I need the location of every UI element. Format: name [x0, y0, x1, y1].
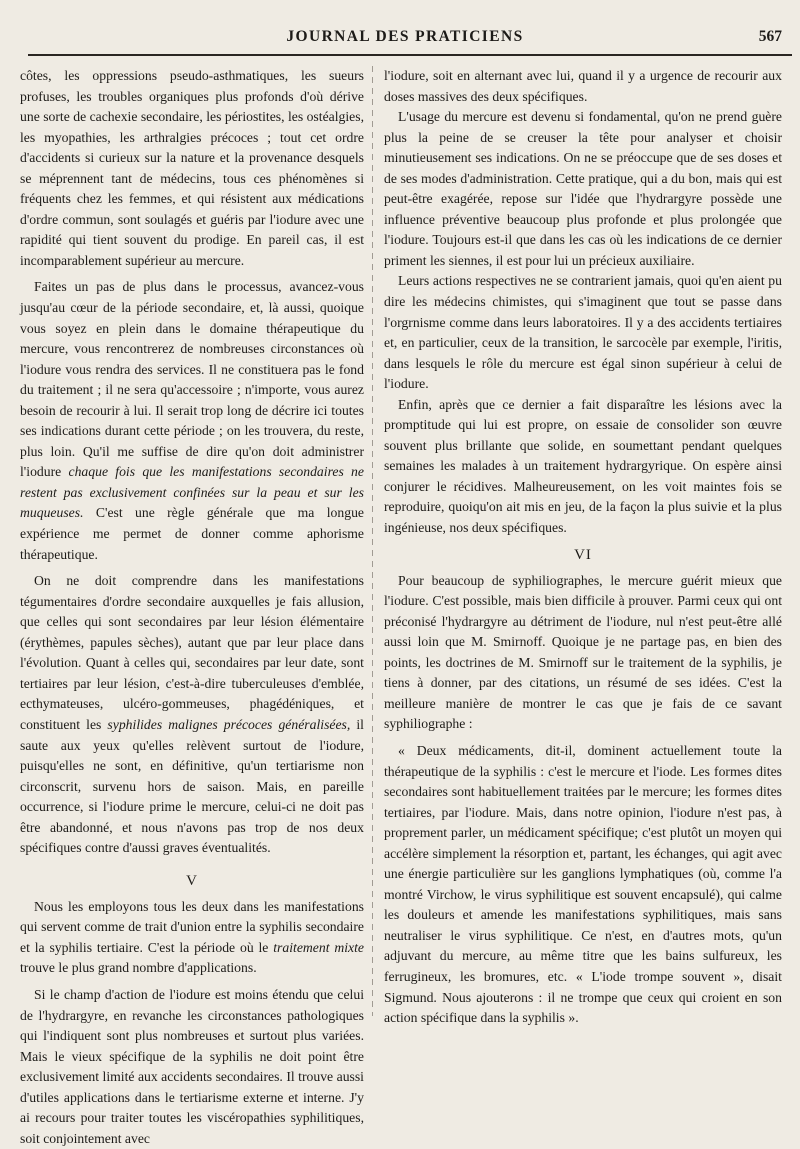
- paragraph: Enfin, après que ce dernier a fait disparaître les lésions avec la promptitude qui lui est propre, on essaie de consolider son œuvre souvent plus brillante que solide, en soumettant pendant quelques semaines les malades à un traitement hydrargyrique. On espère ainsi conjurer le récidives. Malheureusement, on les voit maintes fois se reproduire, quoiqu'on ait mis en jeu, de la façon la plus suivie et la plus ingénieuse, nos deux spécifiques.: [384, 396, 782, 536]
- text-run: Faites un pas de plus dans le processus, avancez-vous jusqu'au cœur de la période secondaire, et, là aussi, quoique vous soyez en plein dans le domaine thérapeutique du mercure, vous rencontrerez de nombreuses circonstances où l'iodure vous rendra des services. Il ne constituera pas le fond du traitement ; il ne sera qu'accessoire ; n'importe, vous aurez besoin de recourir à lui. Il serait trop long de décrire ici toutes ses indications durant cette période ; on les trouvera, du reste, plus loin. Qu'il me suffise de dire qu'on doit administrer l'iodure: [20, 279, 364, 480]
- paragraph: [20, 571, 364, 859]
- section-heading-vi: VI: [574, 546, 592, 563]
- text-run: C'est une règle générale que ma longue expérience me permet de donner comme aphorisme thérapeutique.: [20, 505, 364, 562]
- italic-run: syphilides malignes précoces généralisées,: [107, 716, 351, 732]
- paragraph: [20, 277, 364, 565]
- running-header: [20, 28, 790, 50]
- left-column: [20, 66, 364, 1149]
- text-run: Nous les employons tous les deux dans les manifestations qui servent comme de trait d'union entre la syphilis secondaire et la syphilis tertiaire. C'est la période où le: [20, 898, 364, 955]
- paragraph: Si le champ d'action de l'iodure est moins étendu que celui de l'hydrargyre, en revanche les circonstances pathologiques qui l'indiquent sont plus nombreuses et surtout plus variées. Mais le vieux spécifique de la syphilis ne doit point être exclusivement limité aux accidents secondaires. Il trouve aussi d'utiles applications dans le tertiarisme externe et interne. J'y ai recours pour traiter toutes les viscéropathies syphilitiques, soit conjointement avec: [20, 986, 364, 1146]
- italic-run: chaque fois que les manifestations secondaires ne restent pas exclusivement confinées sur la peau et sur les muqueuses.: [20, 464, 364, 521]
- italic-run: traitement mixte: [273, 939, 364, 955]
- text-run: trouve le plus grand nombre d'applications.: [20, 960, 257, 976]
- paragraph: côtes, les oppressions pseudo-asthmatiques, les sueurs profuses, les troubles organiques plus profonds d'où dérive une sorte de cachexie secondaire, les périostites, les ostéalgies, les myopathies, les arthralgies précoces ; tout cet ordre d'accidents si curieux sur la nature et la provenance desquels se méprennent tant de médecins, tous ces phénomènes si fréquents chez les femmes, et qui résistent aux médications d'ordre commun, sont soulagés et guéris par l'iodure avec une rapidité qui tient souvent du prodige. En pareil cas, il est incomparablement supérieur au mercure.: [20, 68, 364, 268]
- right-column: [384, 66, 782, 1029]
- paragraph: L'usage du mercure est devenu si fondamental, qu'on ne prend guère plus la peine de se creuser la tête pour analyser et choisir minutieusement ses indications. On ne se préoccupe que de ses doses et de ses modes d'administration. Cette pratique, qui a du bon, mais qui est peut-être exagérée, repose sur l'idée que l'hydrargyre possède une influence préventive beaucoup plus profonde et plus prolongée que l'iodure. Toujours est-il que dans les cas où les indications de ce dernier priment les siennes, il est pour lui un précieux auxiliaire.: [384, 109, 782, 268]
- paragraph: Leurs actions respectives ne se contrarient jamais, quoi qu'en aient pu dire les médecins chimistes, qui s'imaginent que tout se passe dans l'orgrnisme comme dans leurs laboratoires. Il y a des accidents tertiaires et, en particulier, ceux de la transition, le sarcocèle par exemple, l'iritis, dans lesquels le rôle du mercure est égal sinon supérieur à celui de l'iodure.: [384, 273, 782, 392]
- text-run: il saute aux yeux qu'elles relèvent surtout de l'iodure, puisqu'elles ne sont, en définitive, qu'un tertiarisme non circonscrit, survenu hors de saison. Mais, en pareille occurrence, si l'iodure prime le mercure, celui-ci ne doit pas être abandonné, et nous n'avons pas trop de nos deux spécifiques contre d'aussi graves éventualités.: [20, 716, 364, 856]
- journal-title: JOURNAL DES PRATICIENS: [286, 28, 524, 45]
- quotation-paragraph: « Deux médicaments, dit-il, dominent actuellement toute la thérapeutique de la syphilis : c'est le mercure et l'iode. Les formes dites secondaires sont habituellement traitées par le mercure; les formes dites tertiaires, par l'iodure. Mais, dans notre opinion, l'iodure n'est pas, à proprement parler, un médicament spécifique; c'est plutôt un moyen qui accélère simplement la résorption et, partant, les échanges, qui agit avec une énergie particulière sur les ganglions lymphatiques (où, comme l'a montré Virchow, le virus syphilitique est souvent encapsulé), qui calme les douleurs et amende les manifestations syphilitiques, mais sans neutraliser le virus syphilitique. Ce n'est, en d'autres mots, qu'un adjuvant du mercure, au même titre que les bains sulfureux, les ferrugineux, les bromures, etc. « L'iode trompe souvent », disait Sigmund. Nous ajouterons : il ne trompe que ceux qui croient en son action spécifique dans la syphilis ».: [384, 742, 782, 1026]
- paragraph: Pour beaucoup de syphiliographes, le mercure guérit mieux que l'iodure. C'est possible, mais bien difficile à prouver. Parmi ceux qui ont préconisé l'hydrargyre au détriment de l'iodure, nul n'est peut-être allé aussi loin que M. Smirnoff. Quoique je ne partage pas, en bien des points, les doctrines de M. Smirnoff sur le traitement de la syphilis, je tiens à donner, par des citations, un résumé de ses idées. C'est la meilleure manière de montrer le cas que je fais de ce savant syphiliographe :: [384, 572, 782, 732]
- text-run: On ne doit comprendre dans les manifestations tégumentaires d'ordre secondaire auxquelles je fais allusion, que celles qui sont secondaires par leur lésion élémentaire (érythèmes, papules sèches), autant que par leur place dans l'évolution. Quant à celles qui, secondaires par leur date, sont tertiaires par leur lésion, c'est-à-dire tuberculeuses d'emblée, ecthymateuses, ulcéro-gommeuses, phagédéniques, et constituent les: [20, 573, 364, 732]
- paragraph: [20, 897, 364, 979]
- section-heading-v: V: [186, 872, 198, 889]
- paragraph: l'iodure, soit en alternant avec lui, quand il y a urgence de recourir aux doses massives des deux spécifiques.: [384, 68, 782, 104]
- column-separator: [372, 66, 373, 1016]
- page-number: 567: [758, 28, 782, 45]
- header-rule: [28, 54, 792, 56]
